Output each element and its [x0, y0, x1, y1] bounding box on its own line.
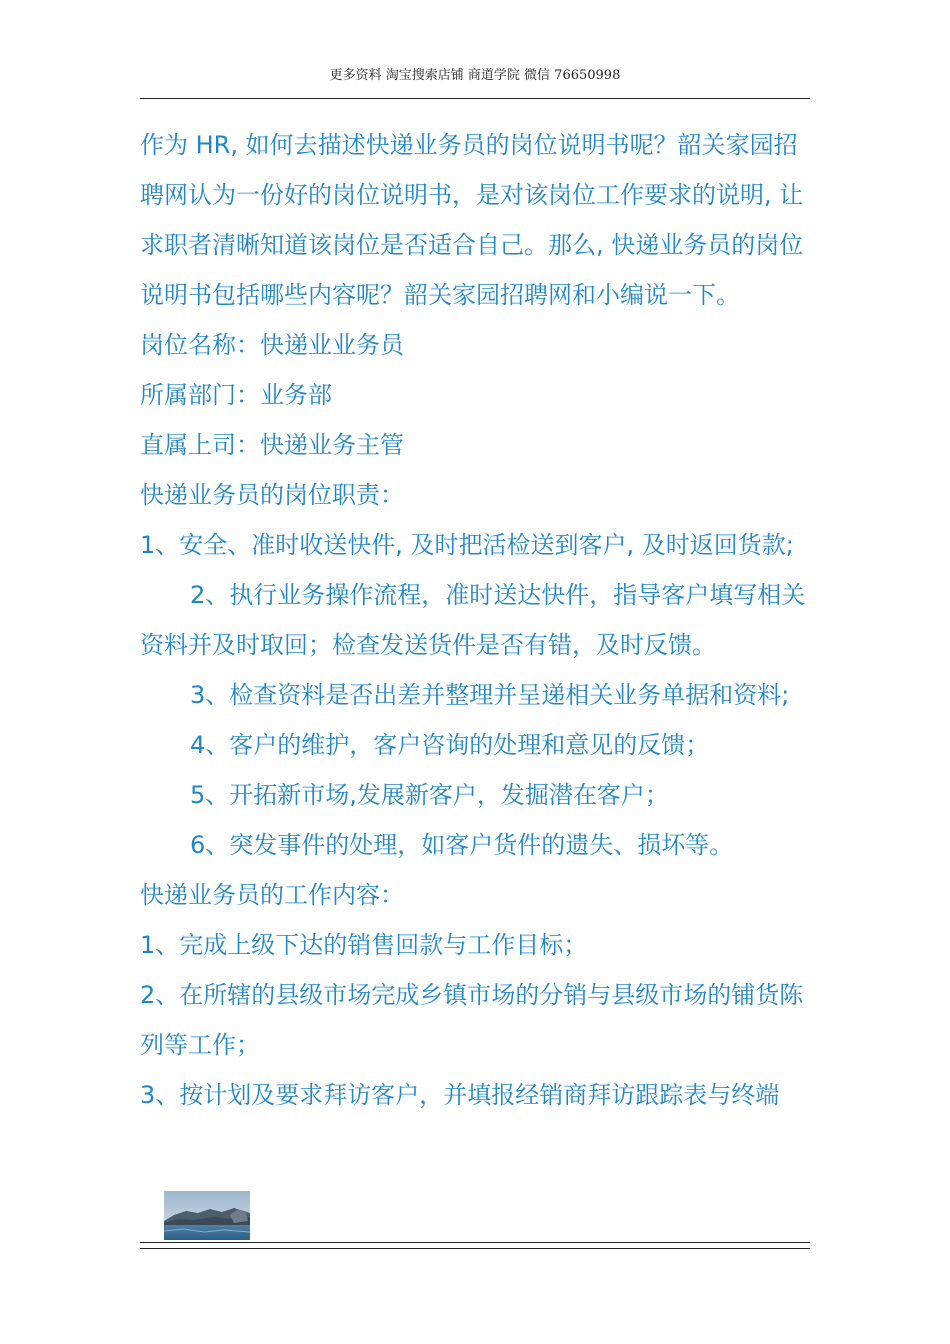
- work-item-2: 2、在所辖的县级市场完成乡镇市场的分销与县级市场的铺货陈列等工作；: [140, 981, 804, 1059]
- intro-paragraph: 作为 HR, 如何去描述快递业务员的岗位说明书呢？韶关家园招聘网认为一份好的岗位说明书，是对该岗位工作要求的说明, 让求职者清晰知道该岗位是否适合自己。那么, 快递业务员的岗位说明书包括哪些内容呢？韶关家园招聘网和小编说一下。: [140, 131, 804, 309]
- work-item-1: 1、完成上级下达的销售回款与工作目标；: [140, 931, 588, 959]
- footer-landscape-image: [164, 1191, 250, 1240]
- duty-item-6: 6、突发事件的处理，如客户货件的遗失、损坏等。: [190, 831, 734, 859]
- duty-item-1: 1、安全、准时收送快件, 及时把活检送到客户, 及时返回货款;: [140, 531, 794, 559]
- document-body: [140, 120, 815, 1120]
- duty-item-2: 2、执行业务操作流程，准时送达快件，指导客户填写相关资料并及时取回；检查发送货件是否有错，及时反馈。: [140, 581, 806, 659]
- duty-item-5: 5、开拓新市场,发展新客户，发掘潜在客户；: [190, 781, 669, 809]
- page-header: 更多资料 淘宝搜索店铺 商道学院 微信 76650998: [329, 68, 621, 83]
- work-content-heading: 快递业务员的工作内容：: [140, 881, 404, 909]
- department-line: 所属部门：业务部: [140, 381, 332, 409]
- footer-divider-top: [140, 1242, 810, 1243]
- footer-divider-bottom: [140, 1248, 810, 1249]
- duty-item-3: 3、检查资料是否出差并整理并呈递相关业务单据和资料;: [190, 681, 790, 709]
- job-title-line: 岗位名称：快递业业务员: [140, 331, 404, 359]
- duties-heading: 快递业务员的岗位职责：: [140, 481, 404, 509]
- header-divider: [140, 98, 810, 99]
- work-item-3: 3、按计划及要求拜访客户，并填报经销商拜访跟踪表与终端: [140, 1081, 780, 1109]
- supervisor-line: 直属上司：快递业务主管: [140, 431, 404, 459]
- duty-item-4: 4、客户的维护，客户咨询的处理和意见的反馈；: [190, 731, 710, 759]
